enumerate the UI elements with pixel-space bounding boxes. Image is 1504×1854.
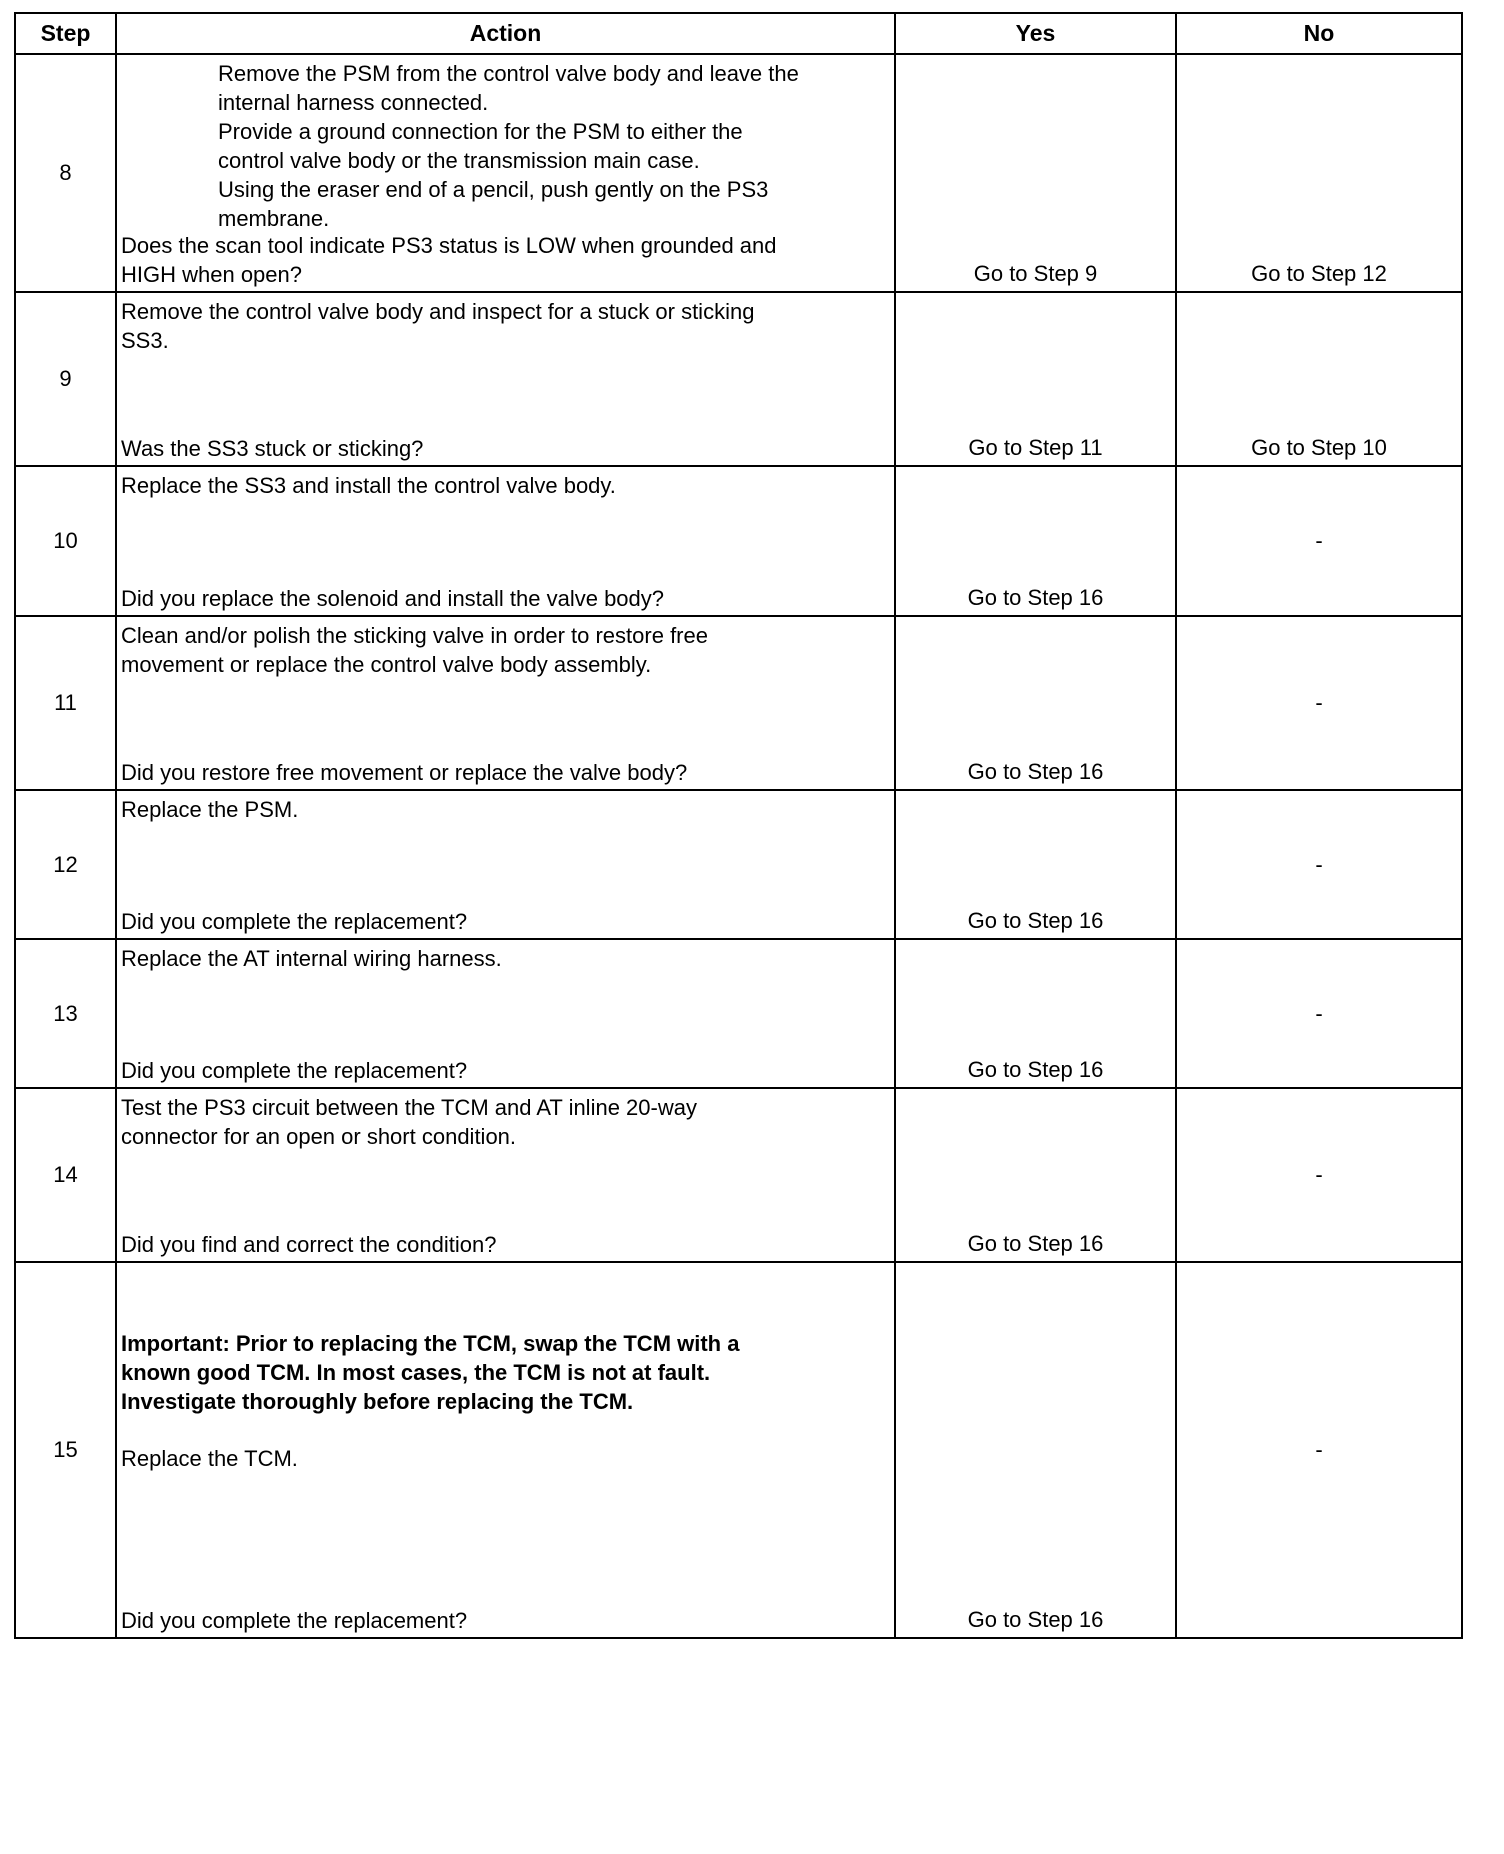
step-number: 14 <box>15 1088 116 1262</box>
no-cell <box>1176 1262 1462 1638</box>
action-instructions: Replace the PSM. <box>121 797 299 822</box>
replace-instruction: Replace the TCM. <box>121 1446 298 1471</box>
yes-answer: Go to Step 16 <box>967 1607 1104 1632</box>
no-cell <box>1176 466 1462 616</box>
yes-cell <box>895 292 1176 466</box>
action-cell <box>116 466 895 616</box>
table-row <box>15 292 1462 466</box>
header-step: Step <box>15 13 116 54</box>
header-yes: Yes <box>895 13 1176 54</box>
yes-answer: Go to Step 16 <box>967 759 1104 784</box>
no-cell <box>1176 292 1462 466</box>
yes-answer: Go to Step 16 <box>967 585 1104 610</box>
step-number: 13 <box>15 939 116 1088</box>
no-cell <box>1176 54 1462 292</box>
no-cell <box>1176 616 1462 790</box>
step-number: 9 <box>15 292 116 466</box>
table-row <box>15 616 1462 790</box>
action-cell <box>116 1088 895 1262</box>
action-question: Did you complete the replacement? <box>121 909 468 934</box>
header-no: No <box>1176 13 1462 54</box>
important-notice: Important: Prior to replacing the TCM, swap the TCM with a known good TCM. In most cases, the TCM is not at fault. Investigate thoroughly before replacing the TCM. <box>121 1331 740 1414</box>
action-instructions: Remove the PSM from the control valve body and leave the internal harness connected. Provide a ground connection for the PSM to either the control valve body or the transmission main case. Using the eraser end of a pencil, push gently on the PS3 membrane. <box>218 61 799 231</box>
action-question: Was the SS3 stuck or sticking? <box>121 436 424 461</box>
no-answer: - <box>1315 1437 1323 1462</box>
step-number: 15 <box>15 1262 116 1638</box>
no-answer: - <box>1315 1162 1323 1187</box>
yes-cell <box>895 466 1176 616</box>
table-row <box>15 54 1462 292</box>
step-number: 10 <box>15 466 116 616</box>
action-question: Did you restore free movement or replace the valve body? <box>121 760 688 785</box>
table-row <box>15 939 1462 1088</box>
action-question: Did you find and correct the condition? <box>121 1232 497 1257</box>
action-question: Does the scan tool indicate PS3 status is LOW when grounded and HIGH when open? <box>121 233 777 287</box>
yes-cell <box>895 616 1176 790</box>
action-cell <box>116 292 895 466</box>
yes-answer: Go to Step 16 <box>967 1231 1104 1256</box>
action-question: Did you complete the replacement? <box>121 1608 468 1633</box>
table-row <box>15 1262 1462 1638</box>
no-cell <box>1176 1088 1462 1262</box>
no-cell <box>1176 939 1462 1088</box>
action-cell <box>116 54 895 292</box>
step-number: 8 <box>15 54 116 292</box>
table-row <box>15 1088 1462 1262</box>
action-question: Did you replace the solenoid and install the valve body? <box>121 586 665 611</box>
yes-cell <box>895 1088 1176 1262</box>
action-cell <box>116 939 895 1088</box>
action-question: Did you complete the replacement? <box>121 1058 468 1083</box>
action-instructions: Test the PS3 circuit between the TCM and AT inline 20-way connector for an open or short condition. <box>121 1095 697 1149</box>
no-cell <box>1176 790 1462 939</box>
action-instructions: Replace the SS3 and install the control valve body. <box>121 473 616 498</box>
yes-answer: Go to Step 9 <box>973 261 1098 286</box>
yes-answer: Go to Step 11 <box>968 435 1103 460</box>
action-cell <box>116 1262 895 1638</box>
yes-cell <box>895 939 1176 1088</box>
yes-cell <box>895 1262 1176 1638</box>
no-answer: - <box>1315 528 1323 553</box>
action-instructions: Replace the AT internal wiring harness. <box>121 946 502 971</box>
no-answer: - <box>1315 851 1323 877</box>
table-row <box>15 466 1462 616</box>
yes-answer: Go to Step 16 <box>967 908 1104 933</box>
yes-cell <box>895 790 1176 939</box>
step-number: 11 <box>15 616 116 790</box>
header-action: Action <box>116 13 895 54</box>
no-answer: - <box>1315 1000 1323 1026</box>
no-answer: Go to Step 12 <box>1251 261 1387 286</box>
table-row <box>15 790 1462 939</box>
action-cell <box>116 616 895 790</box>
no-answer: - <box>1315 690 1323 715</box>
action-instructions: Clean and/or polish the sticking valve in order to restore free movement or replace the control valve body assembly. <box>121 623 708 677</box>
yes-cell <box>895 54 1176 292</box>
table-header-row <box>15 13 1462 54</box>
action-instructions: Remove the control valve body and inspect for a stuck or sticking SS3. <box>121 299 755 353</box>
no-answer: Go to Step 10 <box>1251 435 1387 460</box>
action-instructions <box>117 1263 894 1473</box>
yes-answer: Go to Step 16 <box>967 1057 1104 1082</box>
action-cell <box>116 790 895 939</box>
diagnostic-steps-table <box>14 12 1463 1639</box>
step-number: 12 <box>15 790 116 939</box>
